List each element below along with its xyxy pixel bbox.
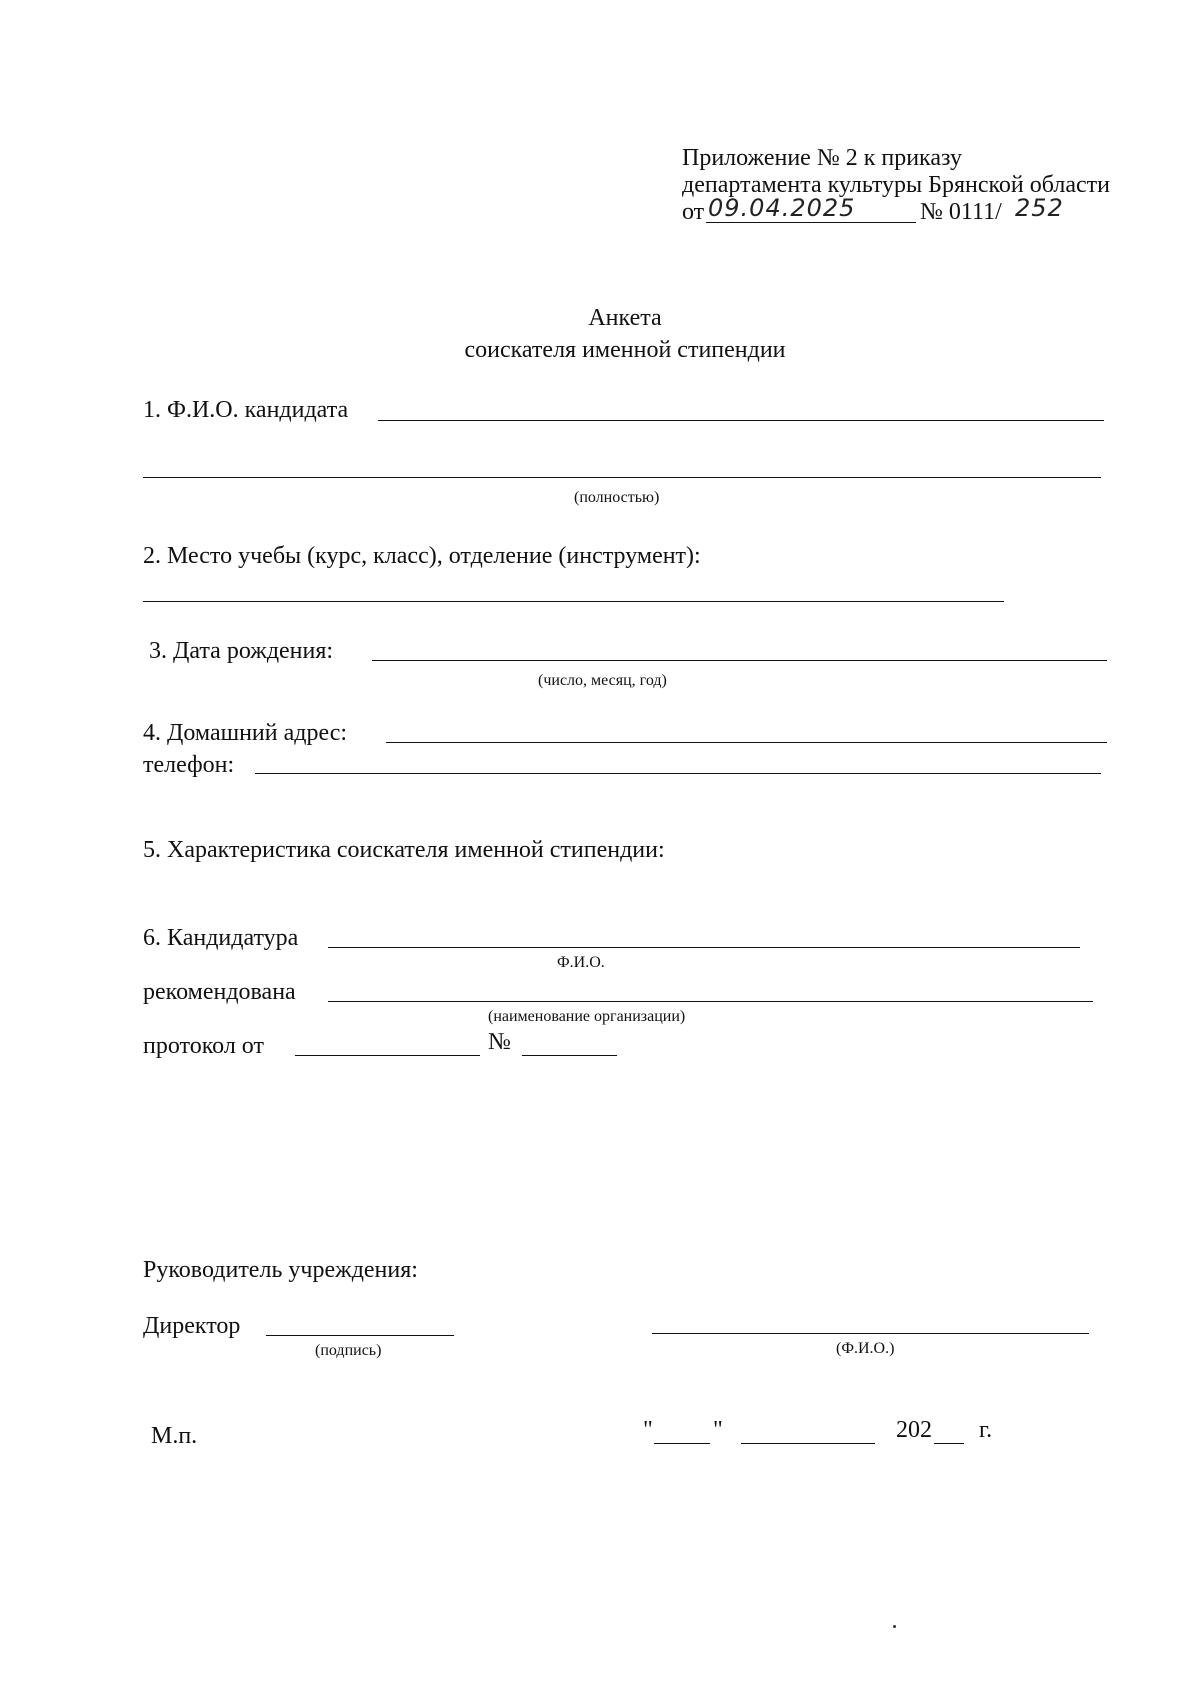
field-4-line[interactable] [386,742,1107,743]
header-line-1: Приложение № 2 к приказу [682,145,962,171]
field-4-label: 4. Домашний адрес: [143,720,348,746]
header-date-line [706,222,916,223]
field-6-line[interactable] [328,947,1080,948]
field-3-line[interactable] [372,660,1107,661]
field-6c-number-sign: № [488,1029,511,1055]
date-month-line[interactable] [741,1443,875,1444]
scan-speck [893,1625,896,1628]
field-2-label: 2. Место учебы (курс, класс), отделение (инструмент): [143,543,701,569]
field-6c-label: протокол от [143,1033,264,1059]
field-2-line[interactable] [143,601,1004,602]
field-1-caption: (полностью) [574,489,660,506]
header-date-prefix: от [682,199,705,225]
field-4b-label: телефон: [143,752,235,778]
date-year-suffix: г. [979,1417,993,1443]
field-1-line[interactable] [378,420,1104,421]
field-6c-number-line[interactable] [522,1055,617,1056]
stamp-label: М.п. [151,1423,198,1449]
header-number-handwritten: 252 [1015,194,1064,222]
field-6-label: 6. Кандидатура [143,925,299,951]
header-line-2: департамента культуры Брянской области [682,172,1110,198]
director-label: Директор [143,1313,241,1339]
signature-caption: (подпись) [315,1342,382,1359]
header-date-handwritten: 09.04.2025 [708,194,856,222]
field-5-label: 5. Характеристика соискателя именной стипендии: [143,837,665,863]
title-line-2: соискателя именной стипендии [464,337,786,363]
date-quote-close: " [713,1417,723,1443]
field-6c-date-line[interactable] [295,1055,480,1056]
head-of-institution-label: Руководитель учреждения: [143,1257,418,1283]
field-3-label: 3. Дата рождения: [149,638,334,664]
title-line-1: Анкета [588,305,662,331]
director-fio-line[interactable] [652,1333,1089,1334]
field-3-caption: (число, месяц, год) [538,672,667,689]
header-number-prefix: № 0111/ [920,199,1002,225]
field-6b-label: рекомендована [143,979,296,1005]
director-fio-caption: (Ф.И.О.) [836,1340,895,1357]
date-day-line[interactable] [654,1443,710,1444]
date-year-line[interactable] [934,1443,964,1444]
field-6b-caption: (наименование организации) [488,1008,686,1025]
field-4b-line[interactable] [255,773,1101,774]
date-quote-open: " [643,1417,653,1443]
field-6b-line[interactable] [328,1001,1093,1002]
field-1-label: 1. Ф.И.О. кандидата [143,397,349,423]
date-year-prefix: 202 [896,1417,932,1443]
signature-line[interactable] [266,1335,454,1336]
field-1-line-2[interactable] [143,477,1101,478]
field-6-caption: Ф.И.О. [557,954,605,971]
